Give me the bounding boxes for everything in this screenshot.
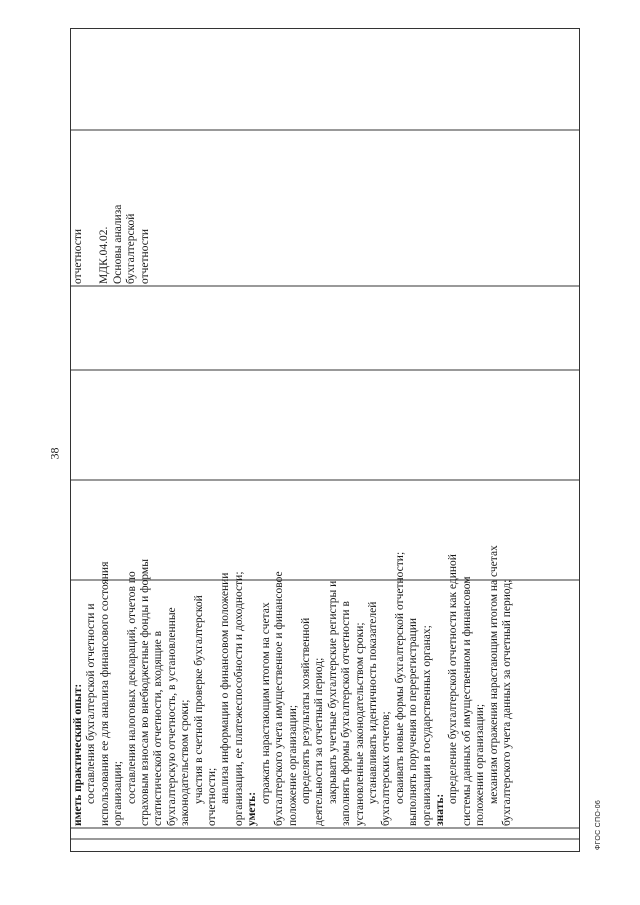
discipline-cell — [72, 132, 172, 284]
skill-line: устанавливать идентичность показателей — [366, 601, 379, 804]
skill-line: выполнять поручения по перерегистрации — [407, 617, 420, 826]
experience-line: использования ее для анализа финансового состояния — [98, 561, 111, 826]
curriculum-table — [70, 28, 580, 852]
discipline-text — [72, 132, 172, 284]
experience-line: анализа информации о финансовом положении — [219, 572, 232, 804]
experience-line: отчетности; — [206, 767, 219, 826]
skill-line: бухгалтерского учета имущественное и финансовое — [273, 571, 286, 826]
skill-line: положение организации; — [286, 704, 299, 826]
skill-line: бухгалтерских отчетов; — [380, 711, 393, 826]
discipline-line: отчетности — [138, 228, 151, 284]
experience-line: страховым взносам во внебюджетные фонды и формы — [139, 559, 152, 826]
heading-knowledge: знать: — [433, 793, 446, 826]
discipline-line: бухгалтерской — [125, 213, 138, 284]
discipline-top-line: отчетности — [72, 228, 84, 284]
experience-line: составления налоговых деклараций, отчетов по — [125, 571, 138, 804]
experience-line: бухгалтерскую отчетность, в установленные — [165, 607, 178, 826]
skill-line: отражать нарастающим итогом на счетах — [259, 602, 272, 804]
skill-line: определять результаты хозяйственной — [299, 617, 312, 804]
heading-experience: иметь практический опыт: — [72, 683, 84, 826]
knowledge-line: бухгалтерского учета данных за отчетный период; — [501, 579, 513, 826]
skill-line: заполнять формы бухгалтерской отчетности в — [340, 601, 353, 826]
knowledge-line: механизм отражения нарастающим итогом на счетах — [487, 545, 500, 804]
skill-line: закрывать учетные бухгалтерские регистры и — [326, 580, 339, 804]
discipline-line: МДК.04.02. — [98, 226, 111, 284]
knowledge-line: определение бухгалтерской отчетности как единой — [447, 554, 460, 804]
competency-text — [72, 482, 577, 826]
discipline-line: Основы анализа — [111, 204, 124, 284]
footer-code: ФГОС СПО-06 — [595, 799, 602, 850]
experience-line: составления бухгалтерской отчетности и — [85, 603, 98, 804]
heading-skills: уметь: — [246, 791, 259, 826]
experience-line: законодательством сроки; — [179, 699, 192, 826]
experience-line: организации, ее платежеспособности и доходности; — [232, 571, 245, 826]
skill-line: деятельности за отчетный период; — [313, 657, 326, 826]
experience-line: статистической отчетности, входящие в — [152, 630, 165, 826]
experience-line: организации; — [112, 761, 125, 826]
skill-line: организации в государственных органах; — [420, 625, 433, 826]
experience-line: участия в счетной проверке бухгалтерской — [192, 595, 205, 804]
page-number: 38 — [47, 447, 62, 460]
skill-line: установленные законодательством сроки; — [353, 622, 366, 826]
skill-line: осваивать новые формы бухгалтерской отчетности; — [393, 551, 406, 804]
knowledge-line: системы данных об имущественном и финансовом — [460, 576, 473, 826]
competency-cell — [72, 482, 577, 826]
knowledge-line: положении организации; — [474, 703, 487, 826]
